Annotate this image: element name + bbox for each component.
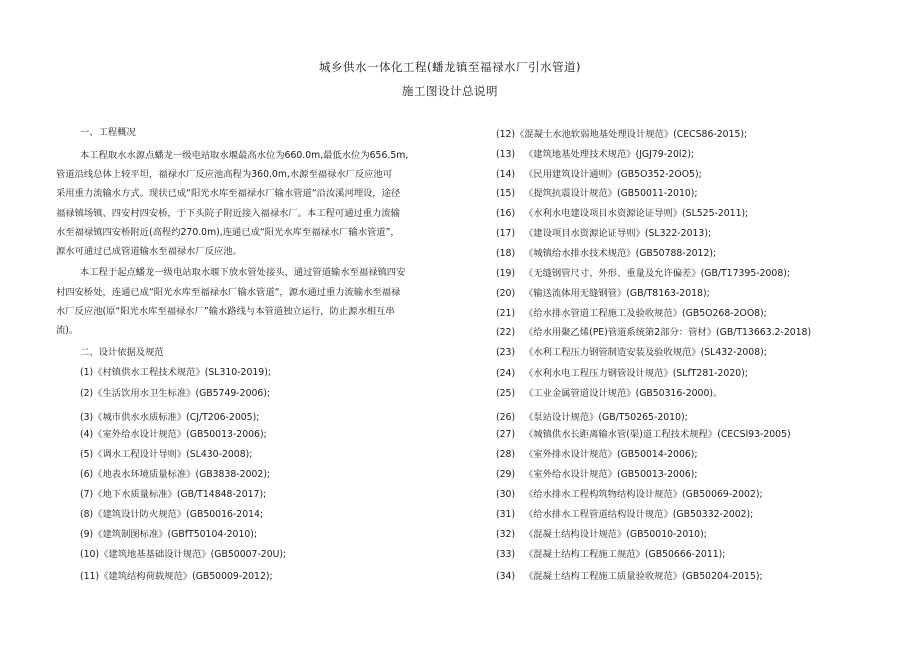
reference-item [80, 550, 286, 559]
reference-number: (17) [496, 228, 516, 239]
section1-para2-line: 流)。 [56, 325, 79, 336]
reference-item [496, 249, 716, 258]
reference-text: 《泵站设计规范》(GB/T50265-2010); [524, 412, 688, 423]
reference-number: (15) [496, 188, 516, 199]
reference-number: (4) [80, 429, 94, 440]
section2-heading: 二、设计依据及规范 [80, 347, 164, 358]
reference-item [496, 269, 790, 278]
reference-number: (8) [80, 509, 94, 520]
section1-para1-line: 水至福禄镇四安桥附近(高程约270.0m),连通已成“阳光水库至福禄水厂输水管道”， [56, 227, 400, 238]
reference-item [80, 510, 263, 519]
reference-item [496, 510, 753, 519]
section1-para1-line: 本工程取水水源点蟠龙一级电站取水堰最高水位为660.0m,最低水位为656.5m, [80, 150, 409, 161]
reference-number: (16) [496, 208, 516, 219]
reference-number: (10) [80, 549, 100, 560]
reference-text: 《地下水质量标准》(GB/T14848-2017); [93, 489, 267, 500]
reference-number: (19) [496, 268, 516, 279]
reference-text: 《城市供水水质标准》(CJ/T206-2005); [93, 412, 260, 423]
reference-text: 《建筑地基基础设计规范》(GB50007-20U); [99, 549, 287, 560]
reference-number: (12) [496, 129, 516, 140]
reference-text: 《水利工程压力钢管制造安装及验收规范》(SL432-2008); [524, 347, 767, 358]
reference-number: (3) [80, 412, 94, 423]
reference-text: 《提筑抗震设计规范》(GB50011-2010); [524, 188, 698, 199]
reference-item [496, 328, 811, 337]
reference-text: 《城镇给水排水技术规范》(GB50788-2012); [524, 248, 717, 259]
reference-item [80, 530, 257, 539]
section1-para2-line: 本工程于起点蟠龙一级电站取水堰下放水管处接头，通过管道输水至福禄镇四安 [80, 267, 406, 278]
reference-text: 《城镇供水长距离输水管(渠)道工程技术规程》(CECSl93-2005) [524, 429, 791, 440]
reference-text: 《村镇供水工程技术规范》(SL310-2019); [93, 367, 271, 378]
reference-item [496, 150, 694, 159]
reference-number: (13) [496, 149, 516, 160]
reference-item [496, 550, 725, 559]
reference-number: (21) [496, 308, 516, 319]
reference-item [80, 470, 270, 479]
reference-number: (7) [80, 489, 94, 500]
reference-item [80, 572, 273, 581]
reference-number: (30) [496, 489, 516, 500]
reference-text: 《混凝土水池软弱地基处理设计规范》(CECS86-2015); [515, 129, 748, 140]
reference-text: 《工业金属管道设计规范》(GB50316-2000)。 [524, 388, 723, 399]
reference-number: (9) [80, 529, 94, 540]
reference-item [496, 430, 791, 439]
section1-para1-line: 采用重力流输水方式。现状已成“阳光水库至福禄水厂输水管道“沿汝溪河埋设，途径 [56, 188, 401, 199]
reference-number: (18) [496, 248, 516, 259]
reference-number: (20) [496, 288, 516, 299]
reference-text: 《混凝土结构工程施工规范》(GB50666-2011); [524, 549, 726, 560]
reference-number: (14) [496, 169, 516, 180]
reference-text: 《建筑地基处理技术规范》(JGJ79-20l2); [524, 149, 695, 160]
reference-text: 《室外给水设计规范》(GB50013-2006); [93, 429, 267, 440]
reference-item [496, 170, 702, 179]
reference-text: 《水利水电工程压力钢管设计规范》(SLfT281-2020); [524, 368, 748, 379]
reference-text: 《给水排水管道工程施工及验收规范》(GB5O268-2OO8); [524, 308, 767, 319]
reference-number: (1) [80, 367, 94, 378]
reference-number: (29) [496, 469, 516, 480]
reference-text: 《室外排水设计规范》(GB50014-2006); [524, 449, 698, 460]
reference-text: 《建筑结构荷载规范》(GB50009-2012); [99, 571, 273, 582]
reference-item [496, 572, 763, 581]
reference-text: 《混凝土结构工程施工质量验收规范》(GB50204-2015); [524, 571, 763, 582]
reference-item [496, 470, 698, 479]
reference-item [80, 490, 266, 499]
reference-item [80, 389, 270, 398]
reference-number: (24) [496, 368, 516, 379]
reference-item [496, 450, 698, 459]
reference-number: (33) [496, 549, 516, 560]
document-subtitle: 施工图设计总说明 [402, 84, 498, 98]
document-title: 城乡供水一体化工程(蟠龙镇至福禄水厂引水管道) [319, 60, 581, 74]
section1-para1-line: 管道沿线总体上较平坦，福禄水厂反应池高程为360.0m,水源至福禄水厂反应池可 [56, 169, 393, 180]
reference-number: (2) [80, 388, 94, 399]
reference-number: (26) [496, 412, 516, 423]
reference-text: 《给水排水工程构筑物结构设计规范》(GB50069-2002); [524, 489, 763, 500]
reference-text: 《调水工程设计导则》(SL430-2008); [93, 449, 253, 460]
section1-para2-line: 村四安桥处，连通已成“阳光水库至福禄水厂输水管道“，源水通过重力流输水至福禄 [56, 287, 401, 298]
reference-number: (27) [496, 429, 516, 440]
reference-number: (28) [496, 449, 516, 460]
section1-para2-line: 水厂反应池(原“阳光水库至福禄水厂”输水路线与本管道独立运行，防止源水相互串 [56, 306, 395, 317]
reference-item [496, 389, 722, 398]
reference-number: (6) [80, 469, 94, 480]
section1-para1-line: 福禄镇场镇、四安村四安桥，于下头院子附近接入福禄水厂。本工程可通过重力流输 [56, 208, 400, 219]
reference-item [496, 189, 698, 198]
reference-text: 《无缝钢管尺寸、外形、重量及允许偏差》(GB/T17395-2008); [524, 268, 791, 279]
reference-number: (34) [496, 571, 516, 582]
reference-text: 《给水用聚乙烯(PE)管道系统第2部分：管材》(GB/T13663.2-2018) [524, 327, 812, 338]
section1-heading: 一、工程概况 [80, 127, 136, 138]
reference-item [496, 530, 707, 539]
reference-text: 《生活饮用水卫生标准》(GB5749-2006); [93, 388, 271, 399]
reference-number: (5) [80, 449, 94, 460]
reference-item [496, 209, 748, 218]
reference-text: 《给水排水工程管道结构设计规范》(GB50332-2002); [524, 509, 754, 520]
reference-number: (11) [80, 571, 100, 582]
reference-number: (32) [496, 529, 516, 540]
reference-item [496, 289, 710, 298]
reference-item [80, 450, 252, 459]
reference-item [496, 413, 688, 422]
reference-item [496, 309, 767, 318]
reference-text: 《室外给水设计规范》(GB50013-2006); [524, 469, 698, 480]
reference-text: 《输送流体用无缝钢管》(GB/T8163-2018); [524, 288, 710, 299]
reference-item [496, 369, 748, 378]
reference-item [496, 348, 767, 357]
reference-text: 《地表水环境质量标准》(GB3838-2002); [93, 469, 271, 480]
reference-text: 《水利水电建设项目水资源论证导则》(SL525-2011); [524, 208, 749, 219]
reference-item [496, 490, 763, 499]
reference-item [496, 130, 747, 139]
reference-item [80, 413, 259, 422]
reference-item [80, 430, 267, 439]
reference-number: (25) [496, 388, 516, 399]
section1-para1-line: 源水可通过已成管道输水至福禄水厂反应池。 [56, 246, 242, 257]
reference-text: 《建筑制图标准》(GBfT50104-2010); [93, 529, 258, 540]
reference-text: 《建设项目水资源论证导则》(SL322-2013); [524, 228, 712, 239]
reference-item [80, 368, 271, 377]
reference-text: 《混凝土结构设计规范》(GB50010-2010); [524, 529, 707, 540]
reference-number: (23) [496, 347, 516, 358]
reference-text: 《民用建筑设计通则》(GB5O352-2OO5); [524, 169, 702, 180]
reference-text: 《建筑设计防火规范》(GB50016-2014; [93, 509, 264, 520]
reference-number: (22) [496, 327, 516, 338]
reference-number: (31) [496, 509, 516, 520]
reference-item [496, 229, 711, 238]
